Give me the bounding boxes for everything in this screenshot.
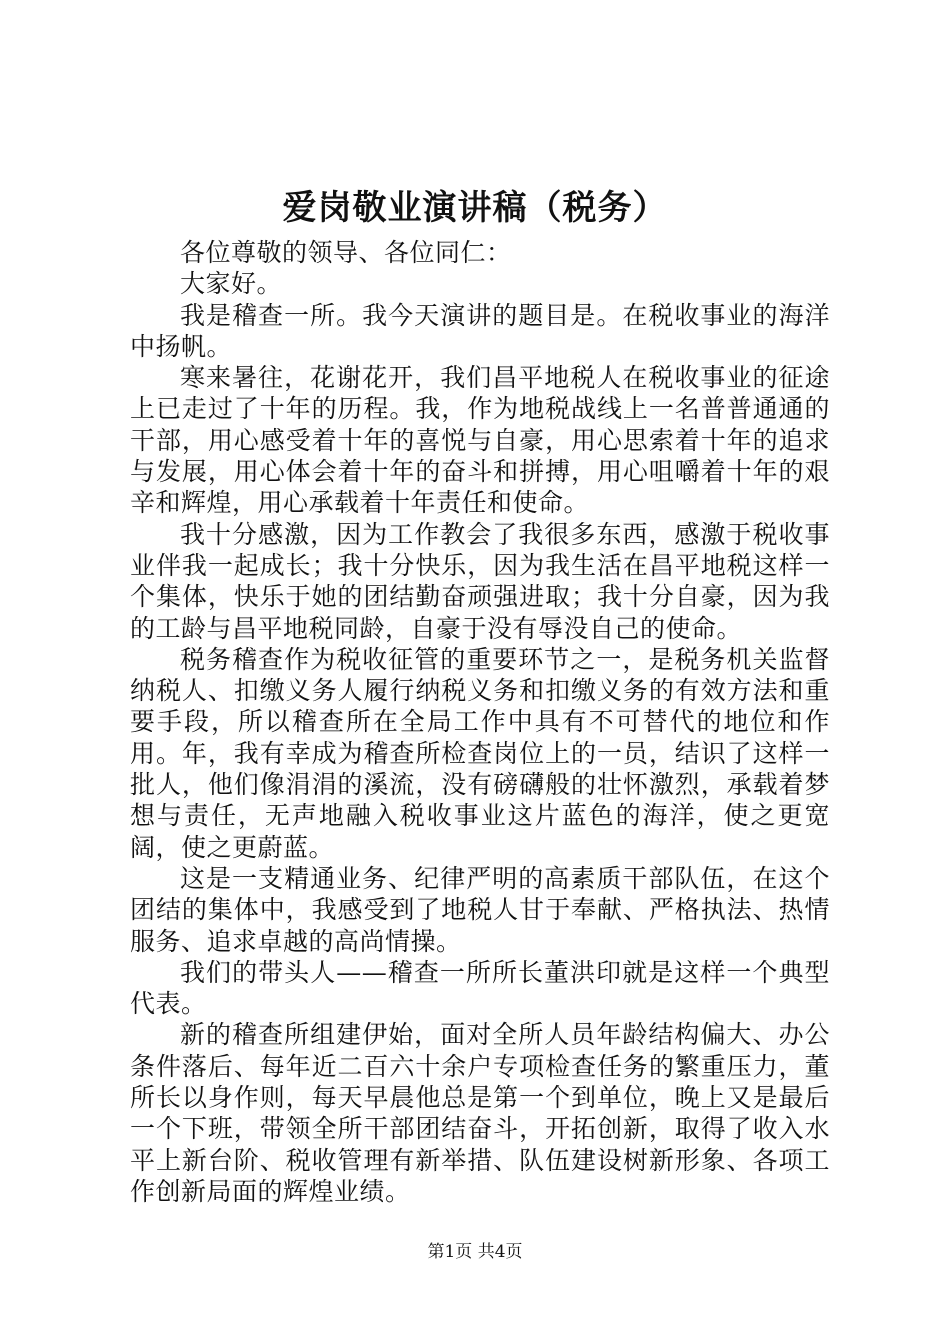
paragraph-greeting: 大家好。 xyxy=(180,269,283,299)
page-number-footer: 第1页 共4页 xyxy=(427,1242,523,1262)
paragraph-salutation: 各位尊敬的领导、各位同仁： xyxy=(180,238,512,267)
paragraph-gratitude: 我十分感激，因为工作教会了我很多东西，感激于税收事业伴我一起成长；我十分快乐，因为我生活在昌平地税这样一个集体，快乐于她的团结勤奋顽强进取；我十分自豪，因为我的工龄与昌平地税同龄，自豪于没有辱没自己的使命。 xyxy=(130,519,830,643)
paragraph-team: 这是一支精通业务、纪律严明的高素质干部队伍，在这个团结的集体中，我感受到了地税人甘于奉献、严格执法、热情服务、追求卓越的高尚情操。 xyxy=(130,863,830,956)
paragraph-achievements: 新的稽查所组建伊始，面对全所人员年龄结构偏大、办公条件落后、每年近二百六十余户专项检查任务的繁重压力，董所长以身作则，每天早晨他总是第一个到单位，晚上又是最后一个下班，带领全所干部团结奋斗，开拓创新，取得了收入水平上新台阶、税收管理有新举措、队伍建设树新形象、各项工作创新局面的辉煌业绩。 xyxy=(130,1020,830,1206)
document-body xyxy=(130,237,830,1207)
paragraph-intro: 我是稽查一所。我今天演讲的题目是。在税收事业的海洋中扬帆。 xyxy=(130,300,830,361)
paragraph-ten-years: 寒来暑往，花谢花开，我们昌平地税人在税收事业的征途上已走过了十年的历程。我，作为地税战线上一名普普通通的干部，用心感受着十年的喜悦与自豪，用心思索着十年的追求与发展，用心体会着十年的奋斗和拼搏，用心咀嚼着十年的艰辛和辉煌，用心承载着十年责任和使命。 xyxy=(130,363,830,518)
document-title: 爱岗敬业演讲稿（税务） xyxy=(282,188,668,228)
paragraph-leader: 我们的带头人——稽查一所所长董洪印就是这样一个典型代表。 xyxy=(130,957,830,1019)
paragraph-tax-inspection: 税务稽查作为税收征管的重要环节之一，是税务机关监督纳税人、扣缴义务人履行纳税义务和扣缴义务的有效方法和重要手段，所以稽查所在全局工作中具有不可替代的地位和作用。年，我有幸成为稽查所检查岗位上的一员，结识了这样一批人，他们像涓涓的溪流，没有磅礴般的壮怀激烈，承载着梦想与责任，无声地融入税收事业这片蓝色的海洋，使之更宽阔，使之更蔚蓝。 xyxy=(130,644,830,862)
